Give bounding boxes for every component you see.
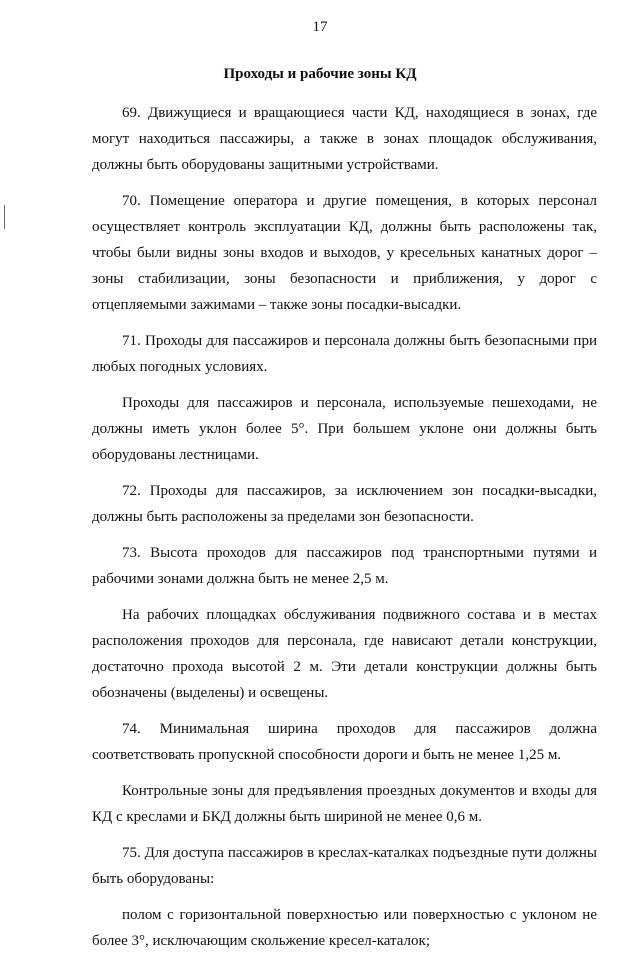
paragraph-71-continued: Проходы для пассажиров и персонала, используемые пешеходами, не должны иметь уклон более 5°. При большем уклоне они должны быть оборудованы лестницами. xyxy=(92,395,597,463)
paragraph-75-item: полом с горизонтальной поверхностью или поверхностью с уклоном не более 3°, исключающим скольжение кресел-каталок; xyxy=(92,907,597,949)
paragraph-72: 72. Проходы для пассажиров, за исключением зон посадки-высадки, должны быть расположены за пределами зон безопасности. xyxy=(92,483,597,525)
section-title: Проходы и рабочие зоны КД xyxy=(223,66,417,82)
paragraph-73: 73. Высота проходов для пассажиров под транспортными путями и рабочими зонами должна быть не менее 2,5 м. xyxy=(92,545,597,587)
paragraph-74: 74. Минимальная ширина проходов для пассажиров должна соответствовать пропускной способности дороги и быть не менее 1,25 м. xyxy=(92,721,597,763)
paragraph-70: 70. Помещение оператора и другие помещения, в которых персонал осуществляет контроль эксплуатации КД, должны быть расположены так, чтобы были видны зоны входов и выходов, у кресельных канатных дорог – зоны стабилизации, зоны безопасности и приближения, у дорог с отцепляемыми зажимами – также зоны посадки-высадки. xyxy=(92,193,597,313)
paragraph-75: 75. Для доступа пассажиров в креслах-каталках подъездные пути должны быть оборудованы: xyxy=(92,845,597,887)
paragraph-74-continued: Контрольные зоны для предъявления проездных документов и входы для КД с креслами и БКД должны быть шириной не менее 0,6 м. xyxy=(92,783,597,825)
paragraph-69: 69. Движущиеся и вращающиеся части КД, находящиеся в зонах, где могут находиться пассажиры, а также в зонах площадок обслуживания, должны быть оборудованы защитными устройствами. xyxy=(92,105,597,173)
paragraph-71: 71. Проходы для пассажиров и персонала должны быть безопасными при любых погодных условиях. xyxy=(92,333,597,375)
paragraph-73-continued: На рабочих площадках обслуживания подвижного состава и в местах расположения проходов для персонала, где нависают детали конструкции, достаточно прохода высотой 2 м. Эти детали конструкции должны быть обозначены (выделены) и освещены. xyxy=(92,607,597,701)
document-body xyxy=(92,100,597,954)
page-number: 17 xyxy=(312,19,328,35)
margin-mark xyxy=(4,205,5,229)
